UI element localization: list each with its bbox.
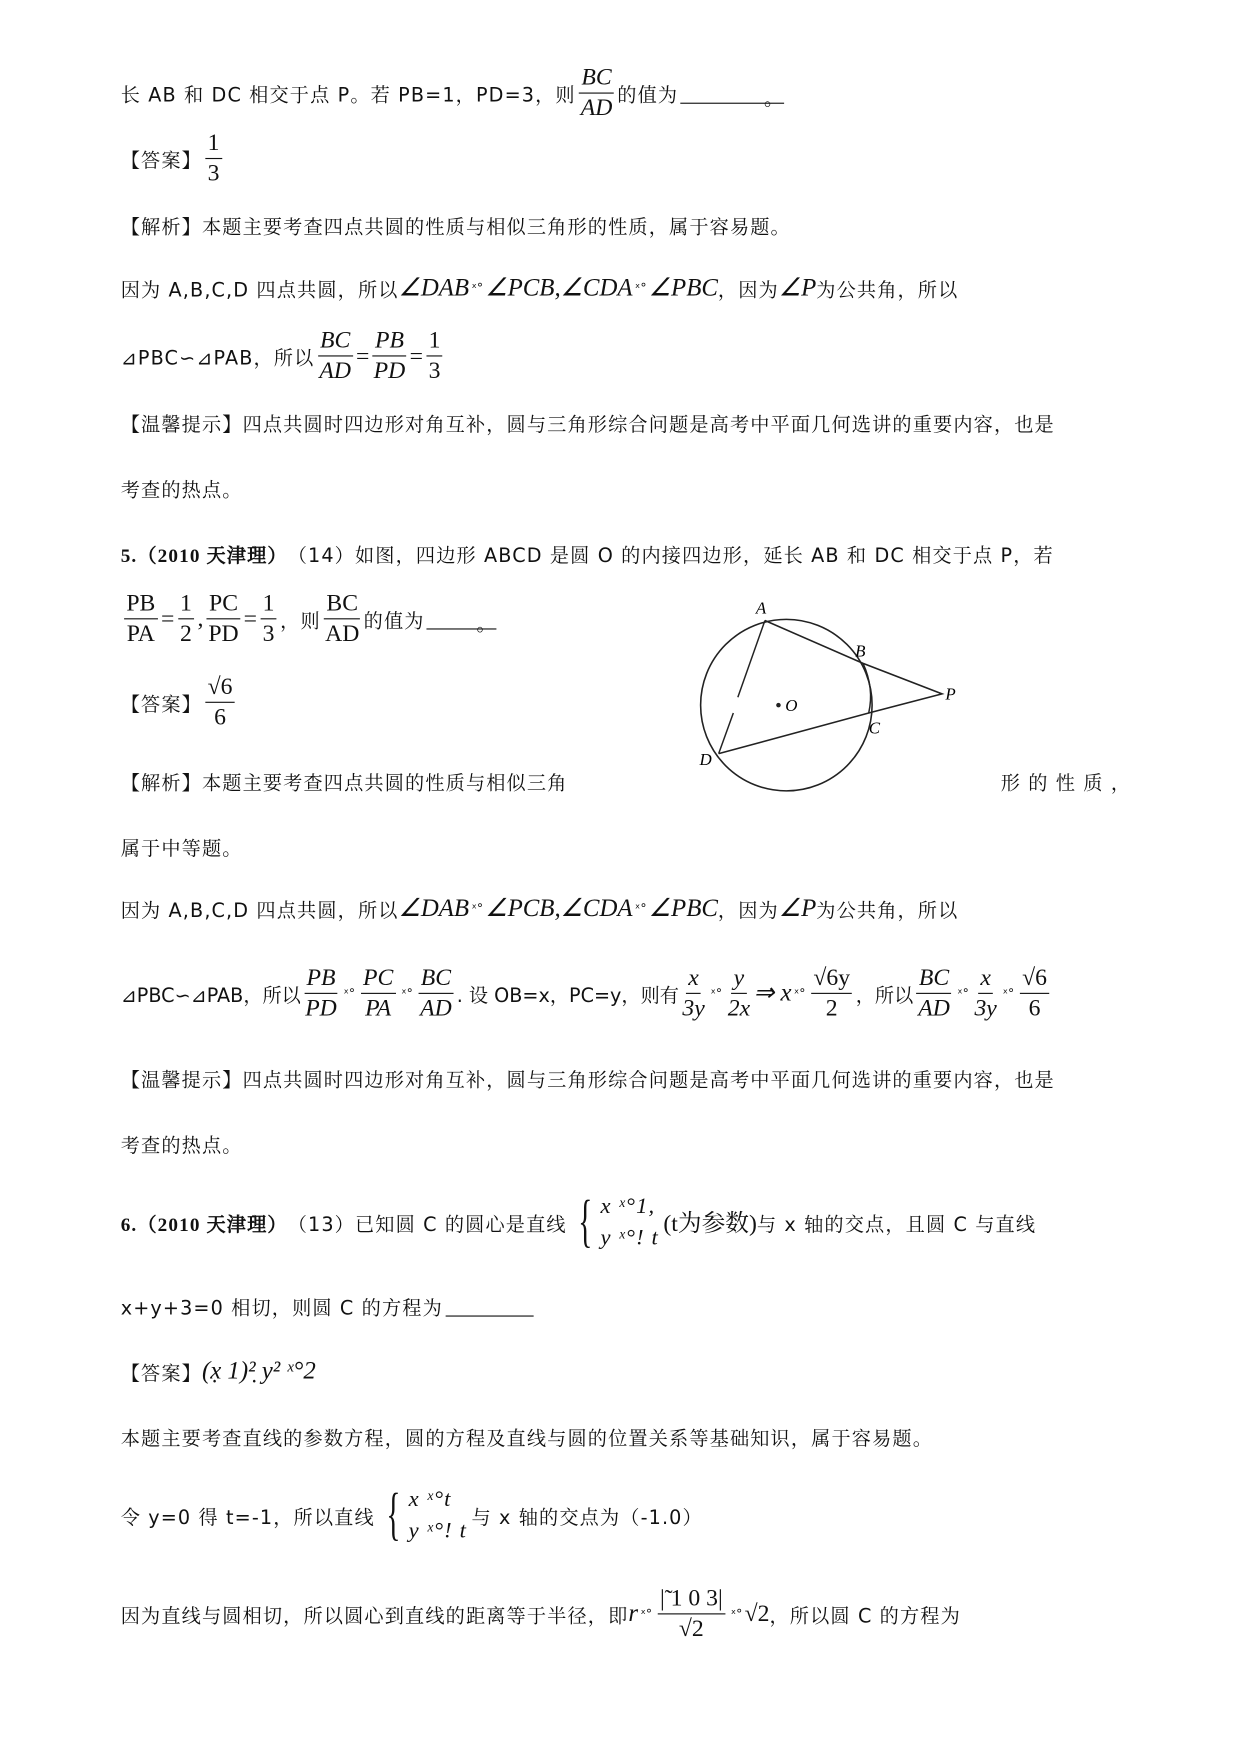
fraction xyxy=(304,964,337,1022)
label-b: B xyxy=(855,641,866,661)
quadrilateral-lines xyxy=(719,621,942,754)
equals: = xyxy=(355,341,370,369)
text: 为公共角，所以 xyxy=(816,899,959,923)
analysis-4: 【解析】本题主要考查四点共圆的性质与相似三角形的性质，属于容易题。 xyxy=(120,216,791,239)
eq-glyph: ˣ° xyxy=(634,900,647,916)
equation-row: x ˣ°t xyxy=(408,1486,452,1512)
numerator: PB xyxy=(373,326,406,356)
numerator: |̃ 1 0 3| xyxy=(658,1584,725,1614)
analysis-5-right: 形 的 性 质 ， xyxy=(1000,772,1132,795)
equation-row: y ˣ°! t xyxy=(600,1225,659,1251)
eq-glyph: ˣ° xyxy=(730,1605,743,1621)
denominator: AD xyxy=(580,93,613,121)
fraction xyxy=(178,589,194,647)
text: （13）已知圆 C 的圆心是直线 xyxy=(287,1213,567,1236)
denominator: AD xyxy=(319,355,351,384)
question-number: 6.（2010 天津理） xyxy=(120,1213,288,1235)
text: x+y+3=0 相切，则圆 C 的方程为 xyxy=(120,1296,443,1320)
numerator: √6 xyxy=(1020,964,1049,994)
reasoning-4 xyxy=(121,271,959,305)
eq-glyph: ˣ° xyxy=(957,985,969,1001)
eq-glyph: ˣ° xyxy=(710,985,723,1001)
fraction xyxy=(318,326,353,384)
fraction xyxy=(361,964,396,1022)
denominator: PA xyxy=(126,618,155,646)
eq-glyph: ˣ° xyxy=(343,985,356,1001)
text: ⊿PBC∽⊿PAB，所以 xyxy=(120,984,301,1007)
eq-glyph: ˣ° xyxy=(1002,985,1015,1001)
label-c: C xyxy=(868,718,880,738)
text: 因为 A,B,C,D 四点共圆，所以 xyxy=(120,279,399,302)
denominator: 3y xyxy=(682,993,705,1021)
reasoning-5 xyxy=(121,891,959,925)
tip-5-cont: 考查的热点。 xyxy=(120,1134,243,1157)
fraction xyxy=(658,1584,725,1642)
numerator: BC xyxy=(324,589,360,619)
fraction xyxy=(917,964,952,1022)
fraction xyxy=(207,589,240,647)
denominator: AD xyxy=(918,993,950,1021)
math: ⇒ x xyxy=(753,978,792,1007)
question-5-cont xyxy=(121,589,497,646)
equation-system xyxy=(379,1484,467,1547)
numerator: PC xyxy=(361,964,396,994)
text: ，所以 xyxy=(855,984,914,1007)
math: ∠DAB xyxy=(398,893,470,922)
center-point xyxy=(776,703,781,708)
math: √2 xyxy=(744,1599,770,1627)
denominator: PD xyxy=(373,355,406,384)
text: 令 y=0 得 t=-1，所以直线 xyxy=(120,1506,375,1530)
text: ，所以圆 C 的方程为 xyxy=(769,1604,961,1628)
text: 为公共角，所以 xyxy=(816,279,959,302)
numerator: BC xyxy=(917,964,952,994)
fraction xyxy=(373,326,406,384)
answer-blank xyxy=(427,608,497,636)
fraction xyxy=(974,964,996,1022)
denominator: 3 xyxy=(262,618,275,646)
eq-glyph: ˣ° xyxy=(471,900,484,916)
eq-glyph: ˣ° xyxy=(634,280,647,296)
text: 长 AB 和 DC 相交于点 P。若 PB=1，PD=3，则 xyxy=(120,84,576,107)
equation-system xyxy=(571,1190,659,1253)
fraction xyxy=(260,589,276,647)
analysis-5: 【解析】本题主要考查四点共圆的性质与相似三角 xyxy=(120,772,568,795)
math: ∠PBC xyxy=(648,273,718,302)
math: ∠PCB,∠CDA xyxy=(485,273,633,302)
numerator: x xyxy=(686,964,701,994)
numerator: x xyxy=(978,964,993,994)
fraction xyxy=(419,964,454,1022)
answer-blank xyxy=(445,1295,533,1316)
equals: = xyxy=(243,604,258,632)
text: 。 xyxy=(476,613,497,636)
fraction xyxy=(811,964,852,1022)
math: ∠P xyxy=(778,273,817,302)
label-p: P xyxy=(945,684,956,704)
equals: = xyxy=(160,604,175,632)
fraction xyxy=(324,589,360,647)
denominator: 2x xyxy=(727,993,751,1021)
denominator: PD xyxy=(305,993,337,1021)
denominator: √2 xyxy=(678,1613,704,1641)
label-o: O xyxy=(785,695,798,715)
comma: , xyxy=(197,604,204,632)
math: r xyxy=(628,1598,639,1627)
eq-glyph: ˣ° xyxy=(640,1605,653,1621)
cyclic-quadrilateral-figure xyxy=(666,564,993,823)
question-6-cont xyxy=(121,1288,533,1322)
text: 与 x 轴的交点，且圆 C 与直线 xyxy=(756,1213,1037,1236)
equation-row: x ˣ°1, xyxy=(600,1193,656,1219)
answer-blank xyxy=(680,82,785,110)
numerator: 1 xyxy=(426,326,442,356)
answer-label: 【答案】 xyxy=(120,149,202,173)
label-d: D xyxy=(699,749,712,769)
fraction xyxy=(426,326,442,384)
text: . 设 OB=x，PC=y，则有 xyxy=(456,984,679,1007)
numerator: √6 xyxy=(205,673,234,703)
eq-glyph: ˣ° xyxy=(401,985,413,1001)
text: 与 x 轴的交点为（-1.0） xyxy=(471,1506,703,1530)
answer-5 xyxy=(120,672,238,730)
question-6 xyxy=(120,1189,1037,1254)
denominator: 3 xyxy=(207,158,220,186)
text: ，则 xyxy=(280,609,321,633)
numerator: BC xyxy=(419,964,454,994)
text: （14）如图，四边形 ABCD 是圆 O 的内接四边形，延长 AB 和 DC 相交于点 P，若 xyxy=(287,544,1054,567)
numerator: 1 xyxy=(178,589,194,619)
numerator: PB xyxy=(304,964,337,994)
question-number: 5.（2010 天津理） xyxy=(120,544,288,566)
denominator: 6 xyxy=(1028,993,1041,1021)
denominator: 3y xyxy=(974,993,997,1021)
text: ，因为 xyxy=(717,279,779,302)
answer-label: 【答案】 xyxy=(120,693,202,716)
denominator: AD xyxy=(420,993,452,1021)
numerator: BC xyxy=(318,326,353,356)
denominator: 3 xyxy=(428,355,441,384)
fraction xyxy=(205,673,234,731)
denominator: 6 xyxy=(214,702,226,730)
eq-glyph: ˣ° xyxy=(793,985,806,1001)
brace: { xyxy=(386,1482,402,1547)
math: ∠PCB,∠CDA xyxy=(485,893,633,922)
math: ∠P xyxy=(778,893,817,922)
math: ∠PBC xyxy=(648,893,718,922)
equals: = xyxy=(409,341,423,369)
solution-6-step1 xyxy=(120,1482,703,1547)
answer-6 xyxy=(121,1354,316,1388)
parameter-note: (t为参数) xyxy=(663,1209,757,1237)
tip-4-cont: 考查的热点。 xyxy=(120,478,243,502)
numerator: 1 xyxy=(205,129,221,159)
solution-6-step2 xyxy=(120,1584,961,1641)
eq-glyph: ˣ° xyxy=(471,280,484,296)
analysis-5-cont: 属于中等题。 xyxy=(120,837,243,861)
numerator: PC xyxy=(207,589,240,619)
question-4-tail xyxy=(120,63,785,121)
similarity-5 xyxy=(120,963,1053,1021)
fraction xyxy=(124,589,157,647)
label-a: A xyxy=(755,598,767,618)
denominator: 2 xyxy=(179,618,192,646)
answer-label: 【答案】 xyxy=(120,1362,202,1385)
equation-row: y ˣ°! t xyxy=(408,1518,467,1544)
text: 因为直线与圆相切，所以圆心到直线的距离等于半径，即 xyxy=(120,1604,629,1628)
fraction xyxy=(682,964,704,1022)
text: ⊿PBC∽⊿PAB，所以 xyxy=(120,346,315,370)
text: 因为 A,B,C,D 四点共圆，所以 xyxy=(120,899,399,923)
denominator: 2 xyxy=(825,993,838,1021)
fraction xyxy=(579,64,614,122)
answer-math: (x̣ 1)²̣ y² ˣ°2 xyxy=(201,1356,316,1385)
tip-4: 【温馨提示】四点共圆时四边形对角互补，圆与三角形综合问题是高考中平面几何选讲的重要内容，也是 xyxy=(120,413,1055,437)
numerator: y xyxy=(731,964,746,994)
fraction xyxy=(205,129,221,187)
segment-ad xyxy=(719,713,734,754)
similarity-4 xyxy=(120,326,446,384)
numerator: PB xyxy=(124,589,157,619)
text: 的值为 xyxy=(363,609,425,633)
tip-5: 【温馨提示】四点共圆时四边形对角互补，圆与三角形综合问题是高考中平面几何选讲的重要内容，也是 xyxy=(120,1068,1055,1092)
brace: { xyxy=(578,1189,594,1254)
numerator: 1 xyxy=(260,589,276,619)
math: ∠DAB xyxy=(398,273,470,302)
answer-4 xyxy=(120,128,225,186)
text: 的值为 xyxy=(617,84,679,107)
analysis-6: 本题主要考查直线的参数方程，圆的方程及直线与圆的位置关系等基础知识，属于容易题。 xyxy=(120,1427,934,1451)
fraction xyxy=(728,964,750,1022)
numerator: √6y xyxy=(811,964,852,994)
denominator: PA xyxy=(365,993,392,1021)
denominator: PD xyxy=(208,618,239,646)
fraction xyxy=(1020,964,1049,1022)
text: 。 xyxy=(763,87,785,110)
numerator: BC xyxy=(579,64,614,94)
denominator: AD xyxy=(325,618,360,646)
text: ，因为 xyxy=(717,899,779,923)
